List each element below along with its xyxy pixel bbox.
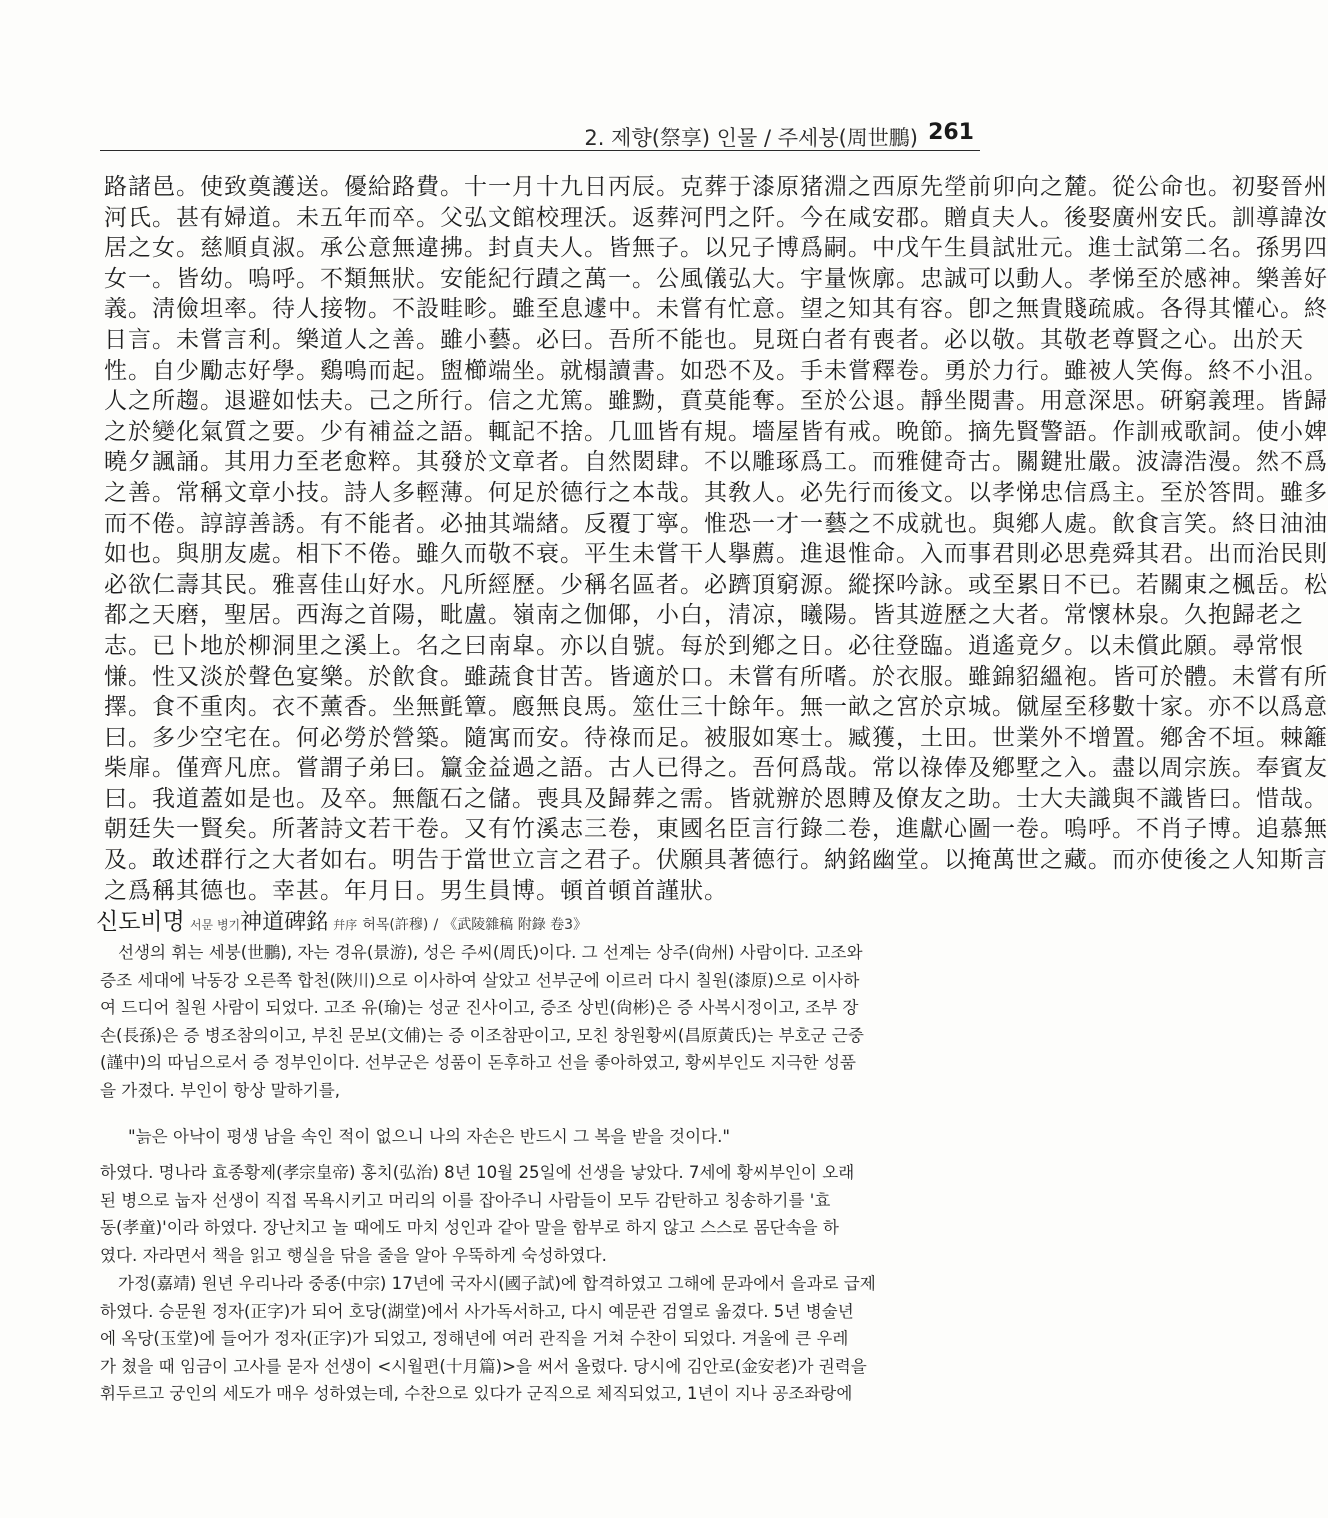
text-line: 人之所趨。退避如怯夫。己之所行。信之尤篤。雖黝，賁莫能奪。至於公退。靜坐閱書。用意深思。硏窮義理。皆歸 [104,388,1328,415]
text-line: 을 가졌다. 부인이 항상 말하기를, [100,1080,341,1100]
section-title-hanja: 神道碑銘 [240,910,329,935]
text-line: 之善。常稱文章小技。詩人多輕薄。何足於德行之本哉。其敎人。必先行而後文。以孝悌忠信爲主。至於答問。雖多 [104,479,1328,506]
korean-paragraph-3 [100,1270,970,1408]
text-line: (謹中)의 따님으로서 증 정부인이다. 선부군은 성품이 돈후하고 선을 좋아하였고, 황씨부인도 지극한 성품 [100,1053,856,1073]
text-line: 하였다. 명나라 효종황제(孝宗皇帝) 홍치(弘治) 8년 10월 25일에 선생을 낳았다. 7세에 황씨부인이 오래 [100,1163,855,1182]
text-line: 之於變化氣質之要。少有補益之語。輒記不捨。几皿皆有規。墻屋皆有戒。晩節。摘先賢警語。作訓戒歌詞。使小婢 [104,418,1328,445]
text-line: 義。淸儉坦率。待人接物。不設畦畛。雖至息遽中。未嘗有忙意。望之知其有容。卽之無貴賤疏戚。各得其懽心。終 [104,296,1328,323]
text-line: 女一。皆幼。嗚呼。不類無狀。安能紀行蹟之萬一。公風儀弘大。宇量恢廓。忠誠可以動人。孝悌至於感神。樂善好 [104,265,1328,292]
text-line: 여 드디어 칠원 사람이 되었다. 고조 유(瑜)는 성균 진사이고, 증조 상빈(尙彬)은 증 사복시정이고, 조부 장 [100,998,859,1018]
text-line: 된 병으로 눕자 선생이 직접 목욕시키고 머리의 이를 잡아주니 사람들이 모두 감탄하고 칭송하기를 '효 [100,1190,831,1210]
korean-paragraph-2 [100,1159,970,1269]
section-sub-hanja: 幷序 [333,918,358,932]
text-line: 及。敢述群行之大者如右。明告于當世立言之君子。伏願具著德行。納銘幽堂。以掩萬世之藏。而亦使後之人知斯言 [104,847,1328,874]
text-line: 必欲仁壽其民。雅喜佳山好水。凡所經歷。少稱名區者。必躋頂窮源。縱探吟詠。或至累日不已。若關東之楓岳。松 [104,571,1328,598]
text-line: 慊。性又淡於聲色宴樂。於飮食。雖蔬食甘苦。皆適於口。未嘗有所嗜。於衣服。雖錦貂縕袍。皆可於體。未嘗有所 [104,663,1328,690]
text-line: 선생의 휘는 세붕(世鵬), 자는 경유(景游), 성은 주씨(周氏)이다. 그 선계는 상주(尙州) 사람이다. 고조와 [118,943,863,962]
section-sub-label: 서문 병기 [189,918,241,932]
text-line: 之爲稱其德也。幸甚。年月日。男生員博。頓首頓首謹狀。 [104,877,728,904]
text-line: 擇。食不重肉。衣不薰香。坐無氈簟。廏無良馬。筮仕三十餘年。無一畝之宮於京城。僦屋至移數十家。亦不以爲意 [104,694,1328,721]
section-title-korean: 신도비명 [96,909,185,935]
text-line: 曉夕諷誦。其用力至老愈粹。其發於文章者。自然閎肆。不以雕琢爲工。而雅健奇古。關鍵壯嚴。波濤浩漫。然不爲 [104,449,1328,476]
text-line: 증조 세대에 낙동강 오른쪽 합천(陜川)으로 이사하여 살았고 선부군에 이르러 다시 칠원(漆原)으로 이사하 [100,970,860,990]
section-separator: / [433,917,439,933]
text-line: 휘두르고 궁인의 세도가 매우 성하였는데, 수찬으로 있다가 군직으로 체직되었고, 1년이 지나 공조좌랑에 [100,1384,853,1404]
text-line: 曰。我道蓋如是也。及卒。無甔石之儲。喪具及歸葬之需。皆就辦於恩賻及僚友之助。士大夫識與不識皆曰。惜哉。 [104,785,1328,812]
text-line: 而不倦。諄諄善誘。有不能者。必抽其端緖。反覆丁寧。惟恐一才一藝之不成就也。與鄕人處。飮食言笑。終日油油 [104,510,1328,537]
classical-chinese-text [104,172,1328,906]
running-title: 2. 제향(祭享) 인물 / 주세붕(周世鵬) [584,126,918,150]
korean-paragraph-1 [100,939,970,1105]
text-line: 河氏。甚有婦道。未五年而卒。父弘文館校理沃。返葬河門之阡。今在咸安郡。贈貞夫人。後娶廣州安氏。訓導諱汝 [104,204,1328,231]
text-line: 하였다. 승문원 정자(正字)가 되어 호당(湖堂)에서 사가독서하고, 다시 예문관 검열로 옮겼다. 5년 병술년 [100,1301,854,1321]
text-line: 였다. 자라면서 책을 읽고 행실을 닦을 줄을 알아 우뚝하게 숙성하였다. [100,1245,607,1265]
text-line: 에 옥당(玉堂)에 들어가 정자(正字)가 되었고, 정해년에 여러 관직을 거쳐 수찬이 되었다. 겨울에 큰 우레 [100,1329,849,1349]
running-header [100,120,980,151]
section-author: 허목(許穆) [362,917,429,933]
text-line: 都之天磨，聖居。西海之首陽，毗盧。嶺南之伽倻，小白，清凉，曦陽。皆其遊歷之大者。常懷林泉。久抱歸老之 [104,602,1304,629]
section-source: 《武陵雜稿 附錄 卷3》 [443,917,588,933]
quote: "늙은 아낙이 평생 남을 속인 적이 없으니 나의 자손은 반드시 그 복을 받을 것이다." [128,1127,731,1146]
section-heading [96,903,587,936]
text-line: 如也。與朋友處。相下不倦。雖久而敬不衰。平生未嘗干人擧薦。進退惟命。入而事君則必思堯舜其君。出而治民則 [104,541,1328,568]
text-line: 日言。未嘗言利。樂道人之善。雖小藝。必曰。吾所不能也。見斑白者有喪者。必以敬。其敬老尊賢之心。出於天 [104,326,1304,353]
text-line: 朝廷失一賢矣。所著詩文若干卷。又有竹溪志三卷，東國名臣言行錄二卷，進獻心圖一卷。嗚呼。不肖子博。追慕無 [104,816,1328,843]
text-line: 志。已卜地於柳洞里之溪上。名之曰南皐。亦以自號。每於到鄕之日。必往登臨。逍遙竟夕。以未償此願。尋常恨 [104,632,1304,659]
text-line: 가정(嘉靖) 원년 우리나라 중종(中宗) 17년에 국자시(國子試)에 합격하였고 그해에 문과에서 을과로 급제 [118,1274,876,1293]
text-line: 손(長孫)은 증 병조참의이고, 부친 문보(文俌)는 증 이조참판이고, 모친 창원황씨(昌原黃氏)는 부호군 근중 [100,1025,864,1045]
page-number: 261 [928,120,974,145]
text-line: 柴扉。僅齊凡庶。嘗謂子弟曰。籯金益過之語。古人已得之。吾何爲哉。常以祿俸及鄕墅之入。盡以周宗族。奉賓友 [104,755,1328,782]
text-line: 性。自少勵志好學。鷄鳴而起。盥櫛端坐。就榻讀書。如恐不及。手未嘗釋卷。勇於力行。雖被人笑侮。終不小沮。 [104,357,1328,384]
text-line: 가 쳤을 때 임금이 고사를 묻자 선생이 <시월편(十月篇)>을 써서 올렸다. 당시에 김안로(金安老)가 권력을 [100,1356,867,1376]
text-line: 居之女。慈順貞淑。承公意無違拂。封貞夫人。皆無子。以兄子博爲嗣。中戊午生員試壯元。進士試第二名。孫男四 [104,235,1328,262]
text-line: 曰。多少空宅在。何必勞於營築。隨寓而安。待祿而足。被服如寒士。臧獲，土田。世業外不增置。鄕舍不垣。棘籬 [104,724,1328,751]
text-line: 동(孝童)'이라 하였다. 장난치고 놀 때에도 마치 성인과 같아 말을 함부로 하지 않고 스스로 몸단속을 하 [100,1218,839,1238]
text-line: 路諸邑。使致奠護送。優給路費。十一月十九日丙辰。克葬于漆原猪淵之西原先塋前卯向之麓。從公命也。初娶晉州 [104,174,1328,200]
